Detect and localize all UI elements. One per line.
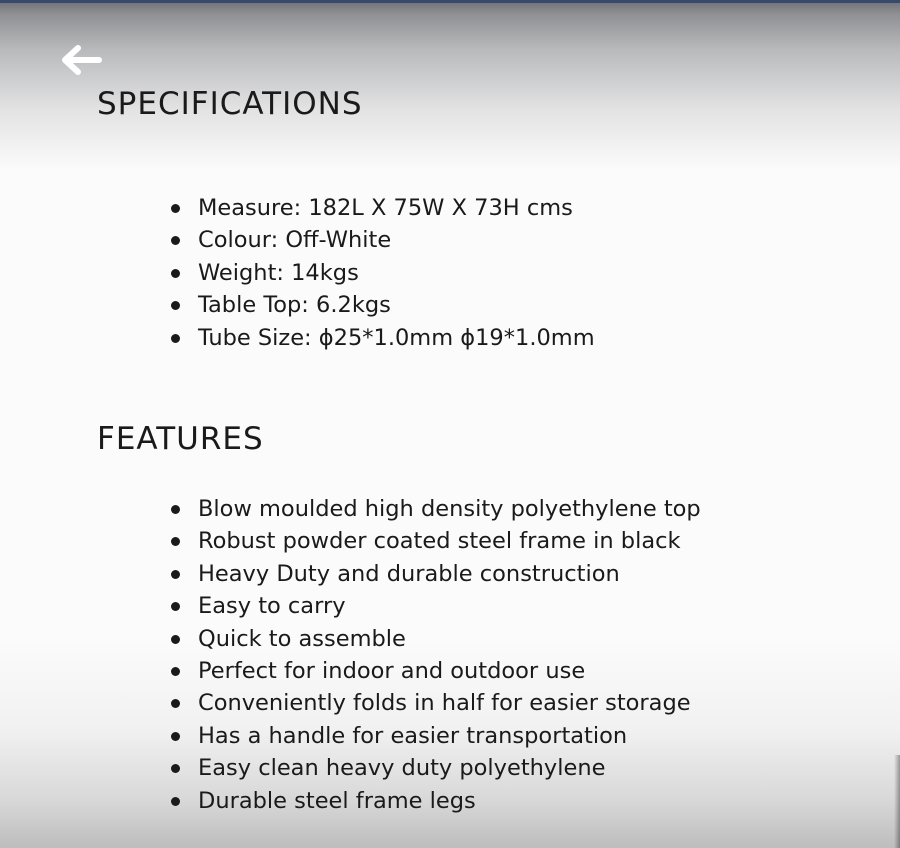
feature-item: Durable steel frame legs [168, 785, 701, 817]
spec-item-weight: Weight: 14kgs [168, 257, 595, 289]
feature-item: Easy clean heavy duty polyethylene [168, 752, 701, 784]
feature-item: Perfect for indoor and outdoor use [168, 655, 701, 687]
feature-item: Robust powder coated steel frame in black [168, 525, 701, 557]
edge-shadow [894, 755, 900, 848]
spec-item-table-top: Table Top: 6.2kgs [168, 289, 595, 321]
arrow-left-icon [59, 43, 103, 77]
spec-item-colour: Colour: Off-White [168, 224, 595, 256]
feature-item: Has a handle for easier transportation [168, 720, 701, 752]
feature-item: Quick to assemble [168, 623, 701, 655]
specifications-heading: SPECIFICATIONS [97, 86, 363, 122]
back-button[interactable] [56, 40, 106, 80]
spec-item-measure: Measure: 182L X 75W X 73H cms [168, 192, 595, 224]
specifications-list [168, 192, 595, 354]
feature-item: Blow moulded high density polyethylene top [168, 493, 701, 525]
feature-item: Conveniently folds in half for easier storage [168, 687, 701, 719]
features-list [168, 493, 701, 817]
spec-item-tube-size: Tube Size: ɸ25*1.0mm ɸ19*1.0mm [168, 322, 595, 354]
feature-item: Easy to carry [168, 590, 701, 622]
top-accent-line [0, 0, 900, 3]
feature-item: Heavy Duty and durable construction [168, 558, 701, 590]
features-heading: FEATURES [97, 421, 264, 457]
